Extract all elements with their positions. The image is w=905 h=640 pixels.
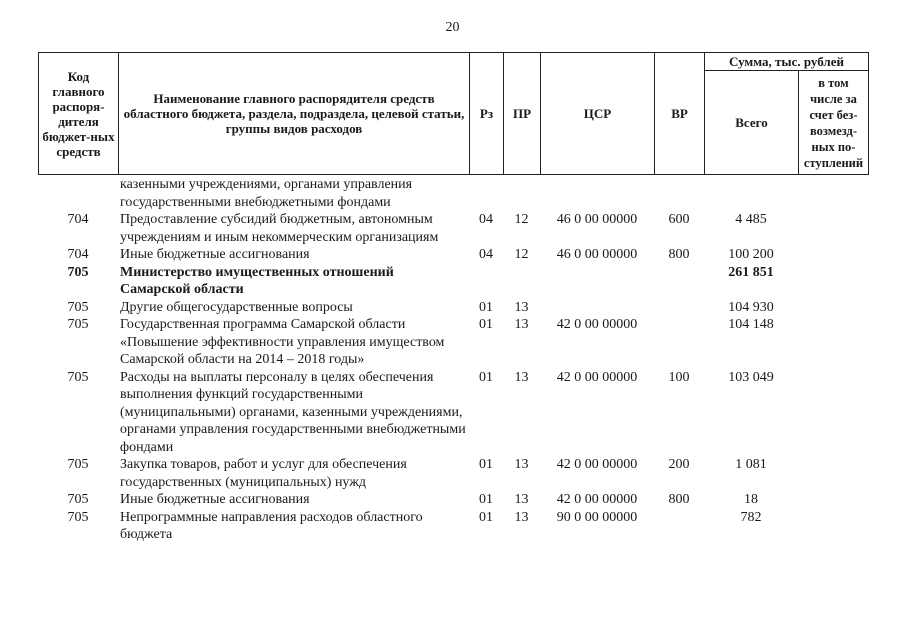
cell-code: 704: [67, 247, 89, 262]
table-row: [38, 211, 868, 246]
page-number: 20: [445, 20, 460, 35]
cell-name: Министерство имущественных отношений Самарской области: [120, 264, 394, 297]
cell-csr: 42 0 00 00000: [556, 457, 638, 472]
cell-free: [798, 211, 868, 246]
cell-total: 104 148: [728, 317, 774, 332]
header-total: Всего: [705, 71, 799, 175]
cell-rz: 04: [479, 212, 493, 227]
table-row: [38, 299, 868, 317]
cell-vr: [654, 176, 704, 211]
cell-free: [798, 176, 868, 211]
cell-free: [798, 509, 868, 544]
cell-pr: 13: [514, 299, 529, 315]
cell-rz: 01: [479, 492, 493, 507]
cell-pr: [503, 176, 540, 211]
cell-rz: [469, 264, 503, 299]
cell-total: [704, 176, 798, 211]
cell-pr: 13: [514, 369, 529, 385]
cell-free: [798, 299, 868, 317]
cell-vr: 800: [668, 247, 690, 262]
cell-free: [798, 456, 868, 491]
cell-code: 704: [67, 212, 89, 227]
table-row: [38, 369, 868, 457]
cell-rz: 01: [479, 317, 493, 332]
cell-pr: 13: [514, 317, 529, 332]
cell-free: [798, 246, 868, 264]
cell-name: Иные бюджетные ассигнования: [120, 492, 310, 507]
header-vr: ВР: [655, 53, 705, 175]
cell-csr: [540, 176, 654, 211]
cell-pr: [503, 264, 540, 299]
cell-name: Расходы на выплаты персоналу в целях обеспечения выполнения функций государственными (муниципальными) органами, казенными учреждениями, органами управления государственными внебюджетными фондами: [120, 369, 466, 455]
cell-rz: 04: [479, 247, 493, 262]
cell-code: 705: [67, 369, 89, 385]
cell-rz: [469, 176, 503, 211]
cell-pr: 13: [514, 457, 529, 472]
cell-code: 705: [67, 299, 89, 315]
cell-vr: [654, 264, 704, 299]
cell-pr: 13: [514, 509, 529, 525]
table-row: [38, 456, 868, 491]
table-row: [38, 509, 868, 544]
table-row: [38, 316, 868, 369]
cell-total: 4 485: [735, 212, 767, 227]
cell-csr: 46 0 00 00000: [556, 212, 638, 227]
cell-csr: 46 0 00 00000: [556, 247, 638, 262]
header-pr: ПР: [504, 53, 541, 175]
cell-code: 705: [67, 457, 89, 472]
cell-rz: 01: [479, 509, 493, 525]
header-csr: ЦСР: [541, 53, 655, 175]
cell-code: 705: [67, 492, 89, 507]
cell-total: 100 200: [728, 247, 774, 262]
cell-vr: [654, 316, 704, 369]
table-row: [38, 176, 868, 211]
cell-total: 104 930: [728, 299, 774, 315]
header-rz: Рз: [470, 53, 504, 175]
cell-rz: 01: [479, 369, 493, 385]
cell-total: 103 049: [728, 369, 774, 385]
cell-free: [798, 264, 868, 299]
header-free: в том числе за счет без-возмезд-ных по-ступлений: [799, 71, 869, 175]
table-row: [38, 491, 868, 509]
cell-vr: 100: [668, 369, 690, 385]
cell-csr: 42 0 00 00000: [556, 369, 638, 385]
cell-free: [798, 316, 868, 369]
cell-code: 705: [67, 264, 89, 280]
header-code: Код главного распоря-дителя бюджет-ных средств: [39, 53, 119, 175]
cell-code: [38, 176, 118, 211]
table-row: [38, 264, 868, 299]
cell-free: [798, 369, 868, 457]
cell-vr: [654, 509, 704, 544]
cell-vr: [654, 299, 704, 317]
header-name: Наименование главного распорядителя средств областного бюджета, раздела, подраздела, целевой статьи, группы видов расходов: [119, 53, 470, 175]
cell-name: Предоставление субсидий бюджетным, автономным учреждениям и иным некоммерческим организациям: [120, 212, 439, 245]
cell-name: казенными учреждениями, органами управления государственными внебюджетными фондами: [120, 177, 413, 210]
cell-name: Иные бюджетные ассигнования: [120, 247, 310, 262]
cell-total: 1 081: [735, 457, 767, 472]
cell-csr: 42 0 00 00000: [556, 317, 638, 332]
cell-name: Другие общегосударственные вопросы: [120, 299, 353, 315]
cell-pr: 12: [514, 212, 529, 227]
cell-csr: 42 0 00 00000: [556, 492, 638, 507]
cell-pr: 12: [514, 247, 529, 262]
cell-total: 18: [744, 492, 758, 507]
cell-vr: 800: [668, 492, 690, 507]
cell-total: 261 851: [728, 264, 774, 280]
cell-pr: 13: [514, 492, 529, 507]
cell-code: 705: [67, 509, 89, 525]
cell-vr: 600: [668, 212, 690, 227]
cell-free: [798, 491, 868, 509]
cell-csr: 90 0 00 00000: [556, 509, 638, 525]
table-row: [38, 246, 868, 264]
header-sum: Сумма, тыс. рублей: [705, 53, 869, 71]
budget-table-body: [38, 176, 868, 544]
cell-name: Закупка товаров, работ и услуг для обеспечения государственных (муниципальных) нужд: [120, 457, 407, 490]
cell-code: 705: [67, 317, 89, 332]
cell-vr: 200: [668, 457, 690, 472]
cell-csr: [540, 299, 654, 317]
cell-name: Государственная программа Самарской области «Повышение эффективности управления имуществом Самарской области на 2014 – 2018 годы»: [120, 317, 445, 367]
cell-name: Непрограммные направления расходов областного бюджета: [120, 509, 423, 542]
cell-total: 782: [740, 509, 762, 525]
cell-rz: 01: [479, 457, 493, 472]
cell-rz: 01: [479, 299, 493, 315]
table-header: [38, 52, 869, 175]
cell-csr: [540, 264, 654, 299]
